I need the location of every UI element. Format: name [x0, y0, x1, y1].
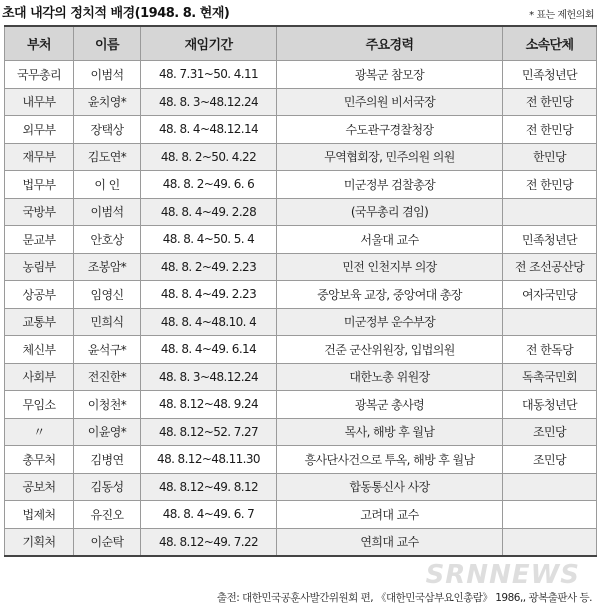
cell-name: 이청천* [74, 391, 141, 419]
cell-ministry: 상공부 [5, 281, 74, 309]
cell-name: 윤석구* [74, 336, 141, 364]
header-ministry: 부처 [5, 26, 74, 61]
table-row [5, 253, 597, 281]
cell-party [503, 308, 597, 336]
cell-ministry: 공보처 [5, 473, 74, 501]
table-row [5, 336, 597, 364]
header-career: 주요경력 [277, 26, 503, 61]
cell-party: 조민당 [503, 418, 597, 446]
cell-ministry: 외무부 [5, 116, 74, 144]
cell-term: 48. 8. 4~49. 6. 7 [141, 501, 277, 529]
cell-career: 미군정부 검찰총장 [277, 171, 503, 199]
cell-name: 김병연 [74, 446, 141, 474]
cell-ministry: 법제처 [5, 501, 74, 529]
table-row [5, 501, 597, 529]
cell-career: 흥사단사건으로 투옥, 해방 후 월남 [277, 446, 503, 474]
cell-term: 48. 8. 2~49. 2.23 [141, 253, 277, 281]
table-row [5, 391, 597, 419]
table-row [5, 446, 597, 474]
header-term: 재임기간 [141, 26, 277, 61]
cell-ministry: 〃 [5, 418, 74, 446]
cell-term: 48. 8. 3~48.12.24 [141, 88, 277, 116]
cell-career: 중앙보육 교장, 중앙여대 총장 [277, 281, 503, 309]
cell-name: 장택상 [74, 116, 141, 144]
cell-ministry: 기획처 [5, 528, 74, 556]
cell-party: 민족청년단 [503, 226, 597, 254]
cell-ministry: 농림부 [5, 253, 74, 281]
cell-party [503, 473, 597, 501]
table-row [5, 308, 597, 336]
cell-term: 48. 8. 4~49. 2.28 [141, 198, 277, 226]
cell-career: 목사, 해방 후 월남 [277, 418, 503, 446]
cell-term: 48. 8. 4~48.12.14 [141, 116, 277, 144]
cell-party: 전 한민당 [503, 88, 597, 116]
cell-career: 서울대 교수 [277, 226, 503, 254]
source-citation: 출전: 대한민국공훈사발간위원회 편, 《대한민국삼부요인총람》 1986,, 광복출판사 등. [216, 592, 592, 604]
cell-career: 건준 군산위원장, 입법의원 [277, 336, 503, 364]
cell-ministry: 체신부 [5, 336, 74, 364]
cell-term: 48. 8. 4~49. 6.14 [141, 336, 277, 364]
table-header-row [5, 26, 597, 61]
header-party: 소속단체 [503, 26, 597, 61]
cell-term: 48. 7.31~50. 4.11 [141, 61, 277, 89]
cell-name: 이범석 [74, 198, 141, 226]
cell-term: 48. 8. 3~48.12.24 [141, 363, 277, 391]
cell-ministry: 재무부 [5, 143, 74, 171]
table-row [5, 171, 597, 199]
cell-ministry: 내무부 [5, 88, 74, 116]
cell-name: 유진오 [74, 501, 141, 529]
cell-ministry: 국방부 [5, 198, 74, 226]
cell-career: 무역협회장, 민주의원 의원 [277, 143, 503, 171]
cell-name: 이범석 [74, 61, 141, 89]
cell-career: (국무총리 겸임) [277, 198, 503, 226]
table-row [5, 281, 597, 309]
cell-ministry: 사회부 [5, 363, 74, 391]
cell-career: 광복군 총사령 [277, 391, 503, 419]
table-row [5, 61, 597, 89]
cell-career: 미군정부 운수부장 [277, 308, 503, 336]
cell-party: 전 한독당 [503, 336, 597, 364]
cell-career: 수도관구경찰청장 [277, 116, 503, 144]
cell-career: 민주의원 비서국장 [277, 88, 503, 116]
table-row [5, 528, 597, 556]
cell-term: 48. 8. 4~48.10. 4 [141, 308, 277, 336]
cell-term: 48. 8. 2~49. 6. 6 [141, 171, 277, 199]
cell-name: 안호상 [74, 226, 141, 254]
table-row [5, 473, 597, 501]
cell-term: 48. 8.12~48.11.30 [141, 446, 277, 474]
cell-party: 독촉국민회 [503, 363, 597, 391]
table-row [5, 88, 597, 116]
cell-party: 전 조선공산당 [503, 253, 597, 281]
cell-career: 광복군 참모장 [277, 61, 503, 89]
cell-party: 한민당 [503, 143, 597, 171]
cell-party: 여자국민당 [503, 281, 597, 309]
cell-term: 48. 8.12~49. 8.12 [141, 473, 277, 501]
cell-name: 이 인 [74, 171, 141, 199]
table-row [5, 418, 597, 446]
cell-ministry: 총무처 [5, 446, 74, 474]
cell-name: 김동성 [74, 473, 141, 501]
cell-ministry: 국무총리 [5, 61, 74, 89]
cell-term: 48. 8. 2~50. 4.22 [141, 143, 277, 171]
cell-party: 대동청년단 [503, 391, 597, 419]
cell-career: 고려대 교수 [277, 501, 503, 529]
cell-term: 48. 8.12~48. 9.24 [141, 391, 277, 419]
table-row [5, 226, 597, 254]
cell-party [503, 501, 597, 529]
asterisk-note: * 표는 제헌의회 [529, 10, 594, 21]
cell-term: 48. 8.12~49. 7.22 [141, 528, 277, 556]
cell-term: 48. 8.12~52. 7.27 [141, 418, 277, 446]
cell-party: 전 한민당 [503, 171, 597, 199]
cell-name: 조봉암* [74, 253, 141, 281]
cell-name: 이윤영* [74, 418, 141, 446]
table-row [5, 143, 597, 171]
cell-name: 이순탁 [74, 528, 141, 556]
cell-career: 민전 인천지부 의장 [277, 253, 503, 281]
page-title: 초대 내각의 정치적 배경(1948. 8. 현재) [2, 6, 230, 21]
cell-name: 전진한* [74, 363, 141, 391]
table-row [5, 116, 597, 144]
watermark-logo: SRNNEWS [425, 560, 580, 590]
cell-party: 민족청년단 [503, 61, 597, 89]
cell-term: 48. 8. 4~49. 2.23 [141, 281, 277, 309]
cell-party [503, 198, 597, 226]
cell-name: 윤치영* [74, 88, 141, 116]
table-row [5, 198, 597, 226]
cell-name: 김도연* [74, 143, 141, 171]
cell-party [503, 528, 597, 556]
cell-name: 민희식 [74, 308, 141, 336]
cell-career: 대한노총 위원장 [277, 363, 503, 391]
cell-ministry: 교통부 [5, 308, 74, 336]
cabinet-table [4, 25, 597, 557]
cell-ministry: 무임소 [5, 391, 74, 419]
header-name: 이름 [74, 26, 141, 61]
cell-ministry: 법무부 [5, 171, 74, 199]
cell-term: 48. 8. 4~50. 5. 4 [141, 226, 277, 254]
cell-career: 연희대 교수 [277, 528, 503, 556]
cell-career: 합동통신사 사장 [277, 473, 503, 501]
table-row [5, 363, 597, 391]
cell-name: 임영신 [74, 281, 141, 309]
cell-party: 전 한민당 [503, 116, 597, 144]
cell-party: 조민당 [503, 446, 597, 474]
cell-ministry: 문교부 [5, 226, 74, 254]
